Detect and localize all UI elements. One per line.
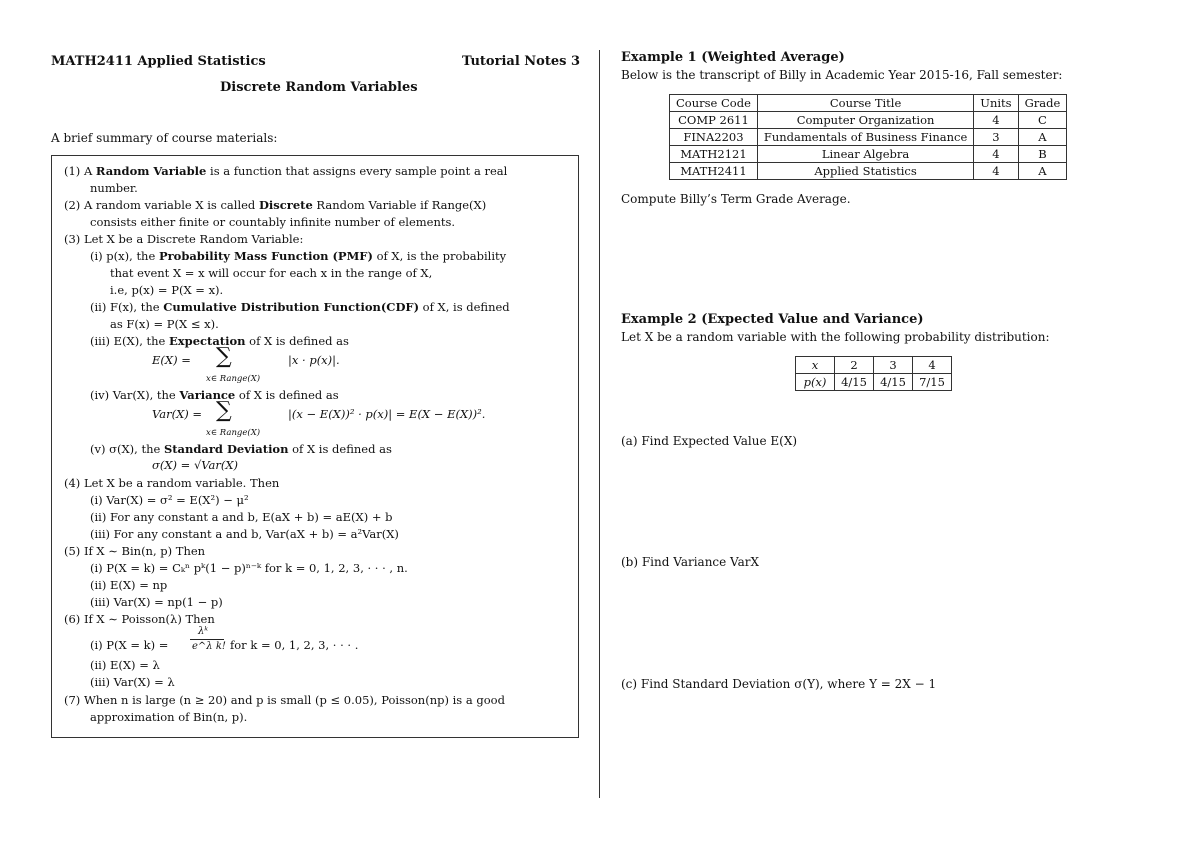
table-row [670,163,1067,180]
item-3: (3) Let X be a Discrete Random Variable: [64,232,304,246]
table-row [670,146,1067,163]
item-5ii: (ii) E(X) = np [90,578,168,592]
example2-title: Example 2 (Expected Value and Variance) [621,312,924,327]
example1-title: Example 1 (Weighted Average) [621,50,845,65]
item-3iv: (iv) Var(X), the Variance of X is defined as [90,388,339,402]
item-4i: (i) Var(X) = σ² = E(X²) − μ² [90,493,249,507]
sum-symbol: ∑ [216,398,232,423]
table-cell: x [796,357,835,374]
item-5iii: (iii) Var(X) = np(1 − p) [90,595,223,609]
question-c: (c) Find Standard Deviation σ(Y), where Y = 2X − 1 [621,677,937,691]
item-2-cont: consists either finite or countably infinite number of elements. [90,215,456,229]
table-cell: 2 [835,357,874,374]
item-3i-cont: that event X = x will occur for each x in the range of X, [110,266,433,280]
item-1-cont: number. [90,181,138,195]
item-1: (1) A Random Variable is a function that assigns every sample point a real [64,164,508,178]
sum-symbol: ∑ [216,344,232,369]
distribution-table [795,356,952,391]
item-6iii: (iii) Var(X) = λ [90,675,175,689]
item-3i-cont2: i.e, p(x) = P(X = x). [110,283,224,297]
table-row [670,129,1067,146]
table-cell: p(x) [796,374,835,391]
table-cell: COMP 2611 [670,112,758,129]
table-header-row [670,95,1067,112]
table-cell: 4 [974,112,1018,129]
item-4ii: (ii) For any constant a and b, E(aX + b) = aE(X) + b [90,510,393,524]
column-divider [599,50,600,798]
course-title: MATH2411 Applied Statistics [51,54,266,69]
table-cell: Applied Statistics [757,163,973,180]
fraction-bar [190,639,224,640]
table-cell: 4 [974,163,1018,180]
question-b: (b) Find Variance VarX [621,555,760,569]
item-7: (7) When n is large (n ≥ 20) and p is small (p ≤ 0.05), Poisson(np) is a good [64,693,505,707]
variance-rhs: |(x − E(X))² · p(x)| = E(X − E(X))². [288,407,486,421]
header-cell: Grade [1018,95,1067,112]
table-cell: 4/15 [835,374,874,391]
header-cell: Course Title [757,95,973,112]
table-cell: 4 [974,146,1018,163]
table-cell: 3 [874,357,913,374]
question-a: (a) Find Expected Value E(X) [621,434,798,448]
transcript-table [669,94,1067,180]
item-6i: (i) P(X = k) = [90,638,169,652]
table-cell: A [1018,163,1067,180]
header-cell: Units [974,95,1018,112]
table-cell: MATH2411 [670,163,758,180]
table-cell: A [1018,129,1067,146]
item-5i: (i) P(X = k) = Cₖⁿ pᵏ(1 − p)ⁿ⁻ᵏ for k = 0, 1, 2, 3, · · · , n. [90,561,408,575]
sd-formula: σ(X) = √Var(X) [152,458,239,472]
item-3iii: (iii) E(X), the Expectation of X is defined as [90,334,349,348]
table-cell: 7/15 [913,374,952,391]
example1-desc: Below is the transcript of Billy in Academic Year 2015-16, Fall semester: [621,68,1063,82]
table-cell: MATH2121 [670,146,758,163]
sum-subscript: x∈ Range(X) [206,374,261,384]
expectation-lhs: E(X) = [152,353,191,367]
item-4: (4) Let X be a random variable. Then [64,476,280,490]
item-6i-cont: for k = 0, 1, 2, 3, · · · . [230,638,359,652]
table-row [796,357,952,374]
example1-question: Compute Billy’s Term Grade Average. [621,192,851,206]
item-6: (6) If X ∼ Poisson(λ) Then [64,612,215,626]
table-cell: C [1018,112,1067,129]
item-2: (2) A random variable X is called Discrete Random Variable if Range(X) [64,198,487,212]
table-cell: 4/15 [874,374,913,391]
variance-lhs: Var(X) = [152,407,203,421]
table-cell: Linear Algebra [757,146,973,163]
notes-label: Tutorial Notes 3 [462,54,581,69]
item-3v: (v) σ(X), the Standard Deviation of X is defined as [90,442,392,456]
item-6ii: (ii) E(X) = λ [90,658,160,672]
table-row [670,112,1067,129]
table-cell: Fundamentals of Business Finance [757,129,973,146]
poisson-numerator: λᵏ [198,626,208,637]
page-title: Discrete Random Variables [220,80,418,95]
item-3i: (i) p(x), the Probability Mass Function (PMF) of X, is the probability [90,249,507,263]
table-cell: Computer Organization [757,112,973,129]
intro-text: A brief summary of course materials: [51,131,278,145]
item-3ii-cont: as F(x) = P(X ≤ x). [110,317,219,331]
table-cell: B [1018,146,1067,163]
table-cell: 4 [913,357,952,374]
table-cell: FINA2203 [670,129,758,146]
item-4iii: (iii) For any constant a and b, Var(aX + b) = a²Var(X) [90,527,399,541]
item-5: (5) If X ∼ Bin(n, p) Then [64,544,206,558]
sum-subscript: x∈ Range(X) [206,428,261,438]
table-row [796,374,952,391]
table-cell: 3 [974,129,1018,146]
expectation-rhs: |x · p(x)|. [288,353,340,367]
item-7-cont: approximation of Bin(n, p). [90,710,248,724]
item-3ii: (ii) F(x), the Cumulative Distribution Function(CDF) of X, is defined [90,300,510,314]
poisson-denominator: e^λ k! [192,641,226,652]
header-cell: Course Code [670,95,758,112]
summary-box [51,155,579,738]
example2-desc: Let X be a random variable with the following probability distribution: [621,330,1050,344]
